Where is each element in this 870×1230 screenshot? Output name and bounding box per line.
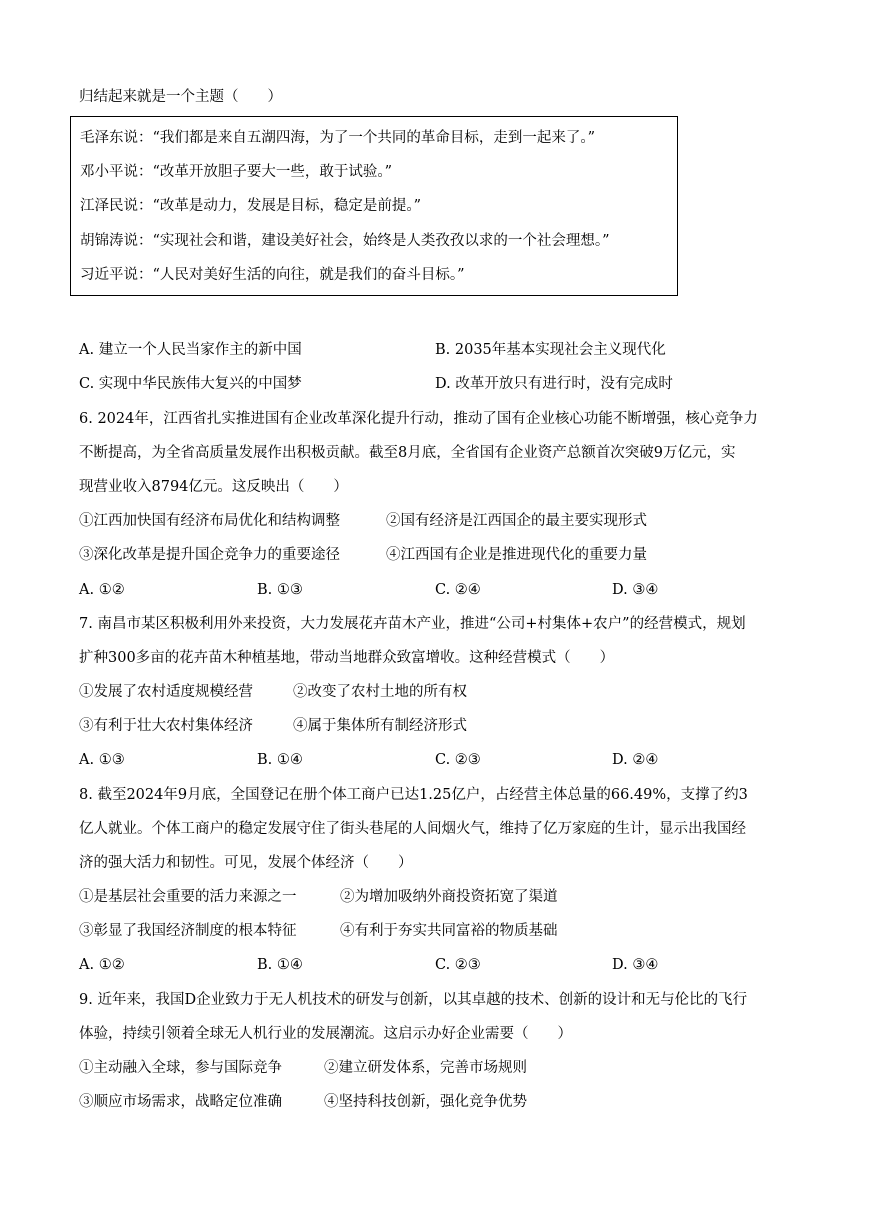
q9-item-2: ②建立研发体系，完善市场规则 <box>324 1060 527 1076</box>
q8-choice-d: D. ③④ <box>612 957 659 973</box>
q6-item-1: ①江西加快国有经济布局优化和结构调整 <box>79 513 340 529</box>
q5-option-b: B. 2035年基本实现社会主义现代化 <box>435 342 666 358</box>
q8-choice-b: B. ①④ <box>257 957 303 973</box>
q9-item-1: ①主动融入全球，参与国际竞争 <box>79 1060 282 1076</box>
q6-stem-3: 现营业收入8794亿元。这反映出（ ） <box>79 479 348 495</box>
intro-line: 归结起来就是一个主题（ ） <box>79 89 282 105</box>
q6-item-4: ④江西国有企业是推进现代化的重要力量 <box>386 547 647 563</box>
q6-item-3: ③深化改革是提升国企竞争力的重要途径 <box>79 547 340 563</box>
q7-choice-d: D. ②④ <box>612 752 659 768</box>
q7-choice-b: B. ①④ <box>257 752 303 768</box>
q6-choice-d: D. ③④ <box>612 582 659 598</box>
quote-mao: 毛泽东说：“我们都是来自五湖四海，为了一个共同的革命目标，走到一起来了。” <box>80 130 596 146</box>
quote-jiang: 江泽民说：“改革是动力，发展是目标，稳定是前提。” <box>80 198 422 214</box>
q8-stem-3: 济的强大活力和韧性。可见，发展个体经济（ ） <box>79 855 413 871</box>
quote-box <box>70 116 678 296</box>
q9-item-4: ④坚持科技创新，强化竞争优势 <box>324 1094 527 1110</box>
quote-xi: 习近平说：“人民对美好生活的向往，就是我们的奋斗目标。” <box>80 267 465 283</box>
q7-item-2: ②改变了农村土地的所有权 <box>293 684 467 700</box>
q9-stem-1: 9. 近年来，我国D企业致力于无人机技术的研发与创新，以其卓越的技术、创新的设计和无与伦比的飞行 <box>79 992 748 1008</box>
q6-choice-c: C. ②④ <box>435 582 481 598</box>
q7-choice-a: A. ①③ <box>79 752 125 768</box>
q8-item-4: ④有利于夯实共同富裕的物质基础 <box>340 923 558 939</box>
q8-item-2: ②为增加吸纳外商投资拓宽了渠道 <box>340 889 558 905</box>
quote-deng: 邓小平说：“改革开放胆子要大一些，敢于试验。” <box>80 164 393 180</box>
q8-stem-2: 亿人就业。个体工商户的稳定发展守住了街头巷尾的人间烟火气，维持了亿万家庭的生计，显示出我国经 <box>79 821 746 837</box>
q6-stem-1: 6. 2024年，江西省扎实推进国有企业改革深化提升行动，推动了国有企业核心功能不断增强，核心竞争力 <box>79 411 758 427</box>
q8-choice-a: A. ①② <box>79 957 125 973</box>
q7-choice-c: C. ②③ <box>435 752 481 768</box>
q9-item-3: ③顺应市场需求，战略定位准确 <box>79 1094 282 1110</box>
q8-stem-1: 8. 截至2024年9月底，全国登记在册个体工商户已达1.25亿户，占经营主体总量的66.49%，支撑了约3 <box>79 787 748 803</box>
q5-option-c: C. 实现中华民族伟大复兴的中国梦 <box>79 376 302 392</box>
q7-stem-2: 扩种300多亩的花卉苗木种植基地，带动当地群众致富增收。这种经营模式（ ） <box>79 650 615 666</box>
q8-item-1: ①是基层社会重要的活力来源之一 <box>79 889 297 905</box>
q7-item-3: ③有利于壮大农村集体经济 <box>79 718 253 734</box>
quote-hu: 胡锦涛说：“实现社会和谐，建设美好社会，始终是人类孜孜以求的一个社会理想。” <box>80 233 610 249</box>
q6-item-2: ②国有经济是江西国企的最主要实现形式 <box>386 513 647 529</box>
q5-option-a: A. 建立一个人民当家作主的新中国 <box>79 342 302 358</box>
q8-choice-c: C. ②③ <box>435 957 481 973</box>
q6-choice-b: B. ①③ <box>257 582 303 598</box>
q7-item-1: ①发展了农村适度规模经营 <box>79 684 253 700</box>
q7-stem-1: 7. 南昌市某区积极利用外来投资，大力发展花卉苗木产业，推进“公司+村集体+农户”的经营模式，规划 <box>79 616 746 632</box>
q5-option-d: D. 改革开放只有进行时，没有完成时 <box>435 376 673 392</box>
q6-choice-a: A. ①② <box>79 582 125 598</box>
q6-stem-2: 不断提高，为全省高质量发展作出积极贡献。截至8月底，全省国有企业资产总额首次突破9万亿元，实 <box>79 445 736 461</box>
q9-stem-2: 体验，持续引领着全球无人机行业的发展潮流。这启示办好企业需要（ ） <box>79 1026 572 1042</box>
q8-item-3: ③彰显了我国经济制度的根本特征 <box>79 923 297 939</box>
q7-item-4: ④属于集体所有制经济形式 <box>293 718 467 734</box>
